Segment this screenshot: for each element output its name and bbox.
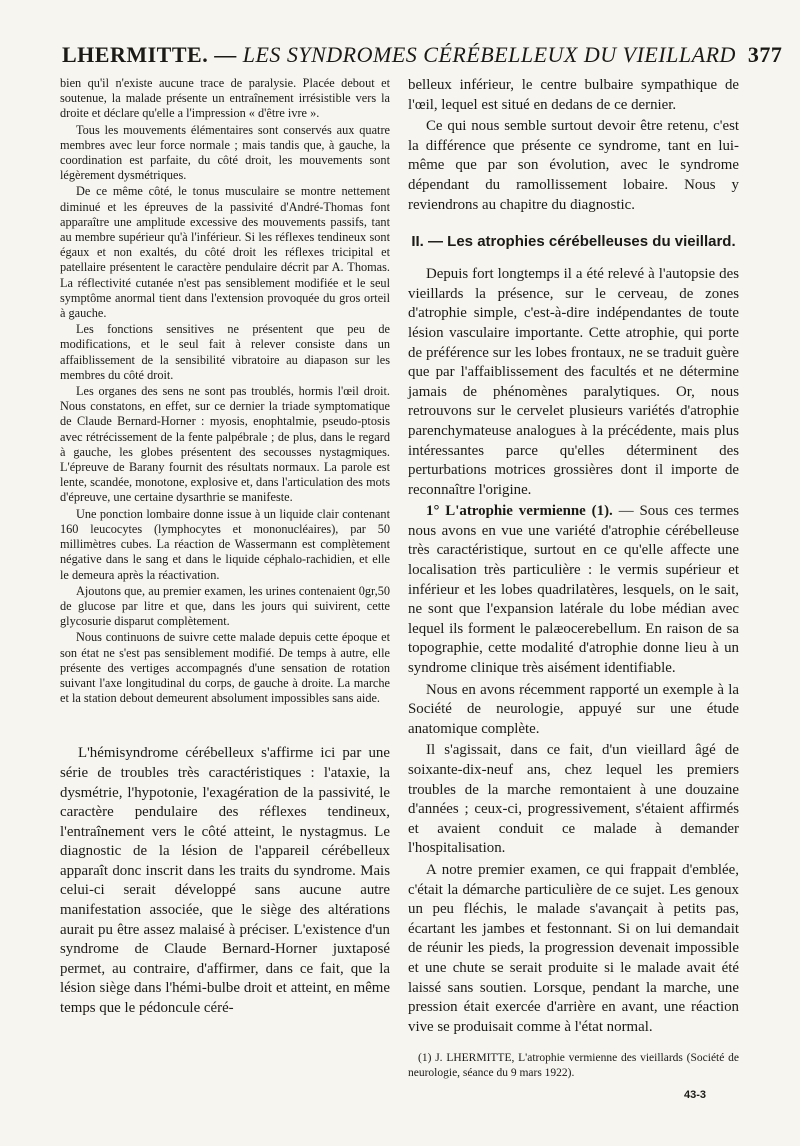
- paragraph: Ce qui nous semble surtout devoir être retenu, c'est la différence que présente ce syndrome, tant en lui-même que par son évolution, avec le syndrome dépendant du ramollissement lobaire. Nous y reviendrons au chapitre du diagnostic.: [408, 118, 739, 213]
- paragraph: De ce même côté, le tonus musculaire se montre nettement diminué et les épreuves de la passivité d'André-Thomas font apparaître une amplitude excessive des mouvements passifs, tant au membre supérieur qu'à l'inférieur. Si les réflexes tendineux sont égaux et non exaltés, du côté droit les réflexes tricipital et patellaire présentent le caractère pendulaire décrit par A. Thomas. La réflectivité cutanée n'est pas sensiblement modifiée et le seul symptôme anormal tient dans l'extension provoquée du gros orteil à gauche.: [60, 184, 390, 321]
- paragraph: Nous en avons récemment rapporté un exemple à la Société de neurologie, appuyé sur une étude anatomique complète.: [408, 681, 739, 737]
- header-title: LES SYNDROMES CÉRÉBELLEUX DU VIEILLARD: [242, 42, 736, 67]
- paragraph: A notre premier examen, ce qui frappait d'emblée, c'était la démarche particulière de ce sujet. Les genoux un peu fléchis, le malade s'avançait à petits pas, écartant les jambes et festonnant. Si on lui demandait de réunir les pieds, la progression devenait impossible et une chute se serait produite si le malade avait été laissé sans soutien. Lorsque, pendant la marche, une pression était exercée d'arrière en avant, une réaction vive se produisait comme à l'état normal.: [408, 861, 739, 1035]
- commentary-text: [60, 744, 390, 1018]
- running-header: [62, 42, 783, 68]
- header-author: LHERMITTE. —: [62, 42, 237, 67]
- subsection-paragraph: [408, 502, 739, 678]
- paragraph: Depuis fort longtemps il a été relevé à l'autopsie des vieillards la présence, sur le cerveau, de zones d'atrophie simple, c'est-à-dire indépendantes de toute lésion vasculaire importante. Cette atrophie, qui porte de préférence sur les lobes frontaux, ne se traduit guère que par l'affaiblissement des facultés et ne détermine jamais de phénomènes paralytiques. Or, nous retrouvons sur le cervelet plusieurs variétés d'atrophie parenchymateuse analogues à la précédente, mais plus intéressantes parce qu'elles déterminent des perturbations motrices grossières dont il importe de reconnaître l'origine.: [408, 266, 739, 498]
- paragraph: bien qu'il n'existe aucune trace de paralysie. Placée debout et soutenue, la malade présente un entraînement irrésistible vers la droite et déclare qu'elle a l'impression « d'être ivre ».: [60, 76, 390, 121]
- paragraph: Nous continuons de suivre cette malade depuis cette époque et son état ne s'est pas sensiblement modifié. De temps à autre, elle présente des vertiges accompagnés d'une sensation de rotation suivant l'axe longitudinal du corps, de gauche à droite. La marche et la station debout demeurent absolument impossibles sans aide.: [60, 630, 390, 706]
- printer-signature: 43-3: [684, 1089, 707, 1101]
- subsection-text: — Sous ces termes nous avons en vue une variété d'atrophie cérébelleuse très caractéristique, surtout en ce qu'elle affecte une localisation très particulière : le vermis supérieur et inférieur et les lobes quadrilatères, lesquels, on le sait, ne sont que l'expansion latérale du lobe médian avec lequel ils forment le palæocerebellum. En raison de sa topographie, cette modalité d'atrophie donne lieu à un syndrome clinique très aisément identifiable.: [408, 503, 739, 677]
- left-column: [60, 76, 390, 1021]
- paragraph: belleux inférieur, le centre bulbaire sympathique de l'œil, lequel est situé en dedans de ce dernier.: [408, 77, 739, 113]
- paragraph: Ajoutons que, au premier examen, les urines contenaient 0gr,50 de glucose par litre et que, dans les jours qui suivirent, cette glycosurie disparut complètement.: [60, 583, 390, 629]
- right-column: [408, 76, 739, 1081]
- paragraph: L'hémisyndrome cérébelleux s'affirme ici par une série de troubles très caractéristiques : l'ataxie, la dysmétrie, l'hypotonie, l'exagération de la passivité, le caractère pendulaire des réflexes tendineux, l'entraînement vers le côté atteint, le nystagmus. Le diagnostic de la lésion de l'appareil cérébelleux apparaît donc inscrit dans les traits du syndrome. Mais celui-ci serait développé sans aucune autre manifestation associée, que le siège des altérations aurait pu être assez malaisé à préciser. L'existence d'un syndrome de Claude Bernard-Horner juxtaposé permet, au contraire, d'affirmer, dans ce fait, que la lésion siège dans l'hémi-bulbe droit et atteint, en même temps que le pédoncule céré-: [60, 745, 390, 1017]
- paragraph: Il s'agissait, dans ce fait, d'un vieillard âgé de soixante-dix-neuf ans, chez lequel les premiers troubles de la marche remontaient à une douzaine d'années ; ceux-ci, progressivement, s'étaient affirmés et avaient conduit ce malade à demander l'hospitalisation.: [408, 742, 739, 857]
- page-number: 377: [747, 42, 783, 67]
- paragraph: Les organes des sens ne sont pas troublés, hormis l'œil droit. Nous constatons, en effet, sur ce dernier la triade symptomatique de Claude Bernard-Horner : myosis, enophtalmie, pseudo-ptosis avec rétrécissement de la fente palpébrale ; de plus, dans le regard à gauche, les globes présentent des secousses nystagmiques. L'épreuve de Barany fournit des résultats normaux. La parole est lente, scandée, monotone, explosive et, dans l'articulation des mots d'épreuve, une certaine dysarthrie se manifeste.: [60, 384, 390, 505]
- paragraph: Une ponction lombaire donne issue à un liquide clair contenant 160 leucocytes (lymphocytes et mononucléaires), par 50 millimètres cubes. La réaction de Wassermann est complètement négative dans le sang et dans le liquide céphalo-rachidien, et elle le demeura après la réactivation.: [60, 506, 390, 582]
- footnote: (1) J. LHERMITTE, L'atrophie vermienne des vieillards (Société de neurologie, séance du 9 mars 1922).: [408, 1052, 739, 1080]
- section-heading: II. — Les atrophies cérébelleuses du vieillard.: [411, 233, 736, 251]
- paragraph: Tous les mouvements élémentaires sont conservés aux quatre membres avec leur force normale ; mais tandis que, à gauche, la coordination est parfaite, du côté droit, les mouvements sont légèrement dysmétriques.: [60, 122, 390, 183]
- subsection-heading: 1° L'atrophie vermienne (1).: [426, 503, 613, 520]
- case-report-small-text: [60, 76, 390, 706]
- paragraph: Les fonctions sensitives ne présentent que peu de modifications, et le seul fait à relever consiste dans un affaiblissement de la sensibilité vibratoire au diapason sur les membres du côté droit.: [60, 322, 390, 382]
